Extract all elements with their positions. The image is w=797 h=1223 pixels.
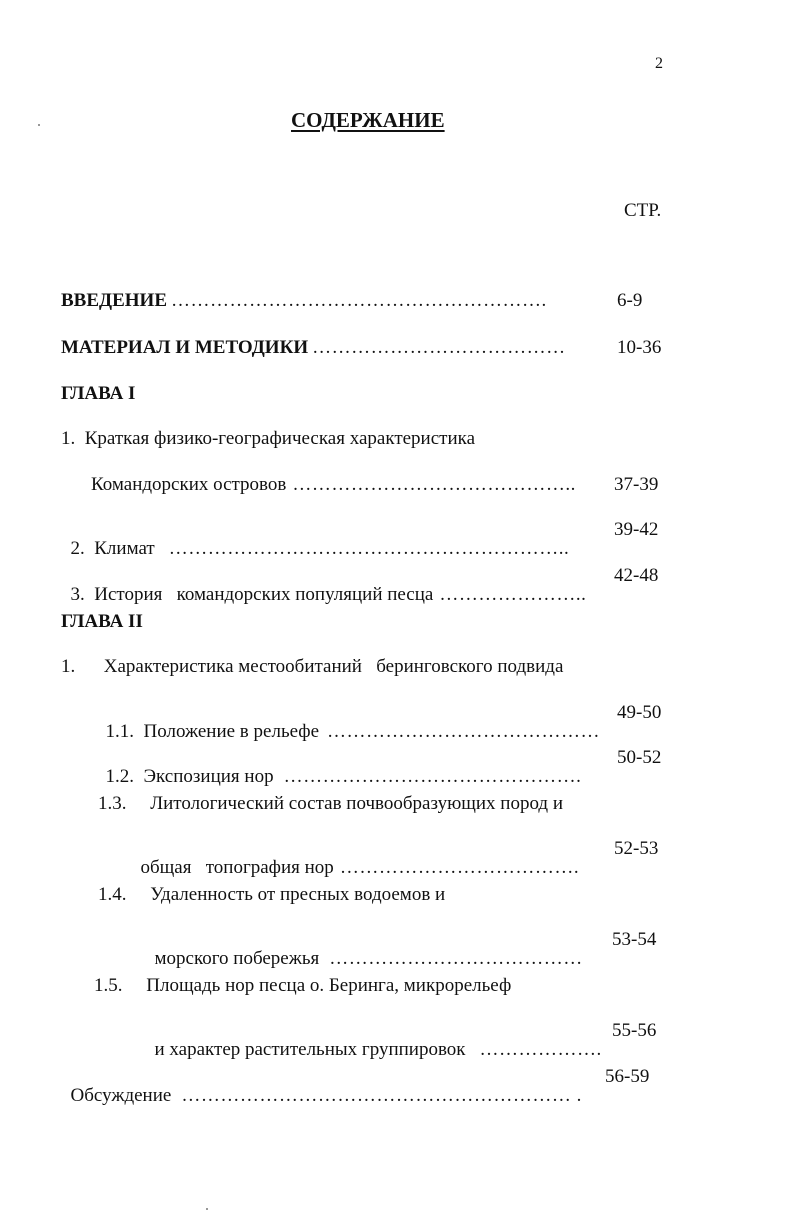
toc-entry xyxy=(131,839,579,877)
toc-entry-label: 1. Характеристика местообитаний беринговского подвида xyxy=(61,656,564,677)
toc-entry xyxy=(145,1021,602,1059)
toc-chapter-heading: ГЛАВА I xyxy=(61,383,136,404)
toc-leader-dots: ………………. xyxy=(479,1039,602,1060)
toc-entry xyxy=(61,520,569,558)
toc-page-ref: 6-9 xyxy=(617,290,643,311)
scan-speck xyxy=(38,124,40,126)
toc-page-ref: 55-56 xyxy=(612,1020,657,1041)
toc-leader-dots: ………………………………… xyxy=(329,948,583,969)
toc-page-ref: 37-39 xyxy=(614,474,659,495)
toc-page-ref: 39-42 xyxy=(614,519,659,540)
toc-entry-label: общая топография нор xyxy=(140,857,334,878)
toc-page-ref: 49-50 xyxy=(617,702,662,723)
toc-entry-label: Обсуждение xyxy=(70,1085,172,1106)
toc-page-ref: 42-48 xyxy=(614,565,659,586)
toc-page-ref: 53-54 xyxy=(612,929,657,950)
toc-entry-introduction xyxy=(61,291,547,310)
toc-page-ref: 10-36 xyxy=(617,337,662,358)
toc-entry-label: 3. История командорских популяций песца xyxy=(70,584,434,605)
toc-entry-label: 1.3. Литологический состав почвообразующих пород и xyxy=(98,793,564,814)
toc-entry-label: 1.5. Площадь нор песца о. Беринга, микрорельеф xyxy=(94,975,512,996)
page-title: СОДЕРЖАНИЕ xyxy=(291,108,445,132)
toc-leader-dots: ………………………………. xyxy=(339,857,580,878)
toc-entry-materials xyxy=(61,338,566,357)
toc-leader-dots: …………………………………….. xyxy=(292,474,576,495)
toc-entry-label: ВВЕДЕНИЕ xyxy=(61,290,167,311)
toc-entry-label: 1.1. Положение в рельефе xyxy=(105,721,320,742)
toc-leader-dots: ………………………………… xyxy=(312,337,566,358)
toc-entry xyxy=(61,1067,582,1105)
toc-entry-label: морского побережья xyxy=(154,948,320,969)
toc-leader-dots: ………………………………………. xyxy=(283,766,582,787)
page-column-label: СТР. xyxy=(624,200,662,221)
toc-entry-label: Командорских островов xyxy=(91,474,287,495)
toc-page-ref: 52-53 xyxy=(614,838,659,859)
toc-leader-dots: …………………………………………………. xyxy=(171,290,547,311)
toc-entry-label: и характер растительных группировок xyxy=(154,1039,466,1060)
toc-entry-label: 1. Краткая физико-географическая характеристика xyxy=(61,428,476,449)
toc-entry xyxy=(96,703,600,741)
toc-entry-label: 2. Климат xyxy=(70,538,155,559)
toc-entry-label: МАТЕРИАЛ И МЕТОДИКИ xyxy=(61,337,309,358)
toc-leader-dots: …………………………………………………….. xyxy=(168,538,570,559)
toc-entry xyxy=(61,566,586,604)
toc-leader-dots: …………………………………… xyxy=(327,721,601,742)
toc-leader-dots: ………………….. xyxy=(439,584,587,605)
page-number: 2 xyxy=(655,55,663,72)
toc-entry xyxy=(96,748,581,786)
toc-page-ref: 50-52 xyxy=(617,747,662,768)
toc-chapter-heading: ГЛАВА II xyxy=(61,611,143,632)
scan-speck xyxy=(206,1208,208,1210)
toc-entry-label: 1.4. Удаленность от пресных водоемов и xyxy=(98,884,446,905)
toc-entry xyxy=(145,930,583,968)
toc-leader-dots: …………………………………………………… . xyxy=(181,1085,582,1106)
toc-entry xyxy=(91,475,576,494)
toc-page-ref: 56-59 xyxy=(605,1066,650,1087)
toc-entry-label: 1.2. Экспозиция нор xyxy=(105,766,274,787)
